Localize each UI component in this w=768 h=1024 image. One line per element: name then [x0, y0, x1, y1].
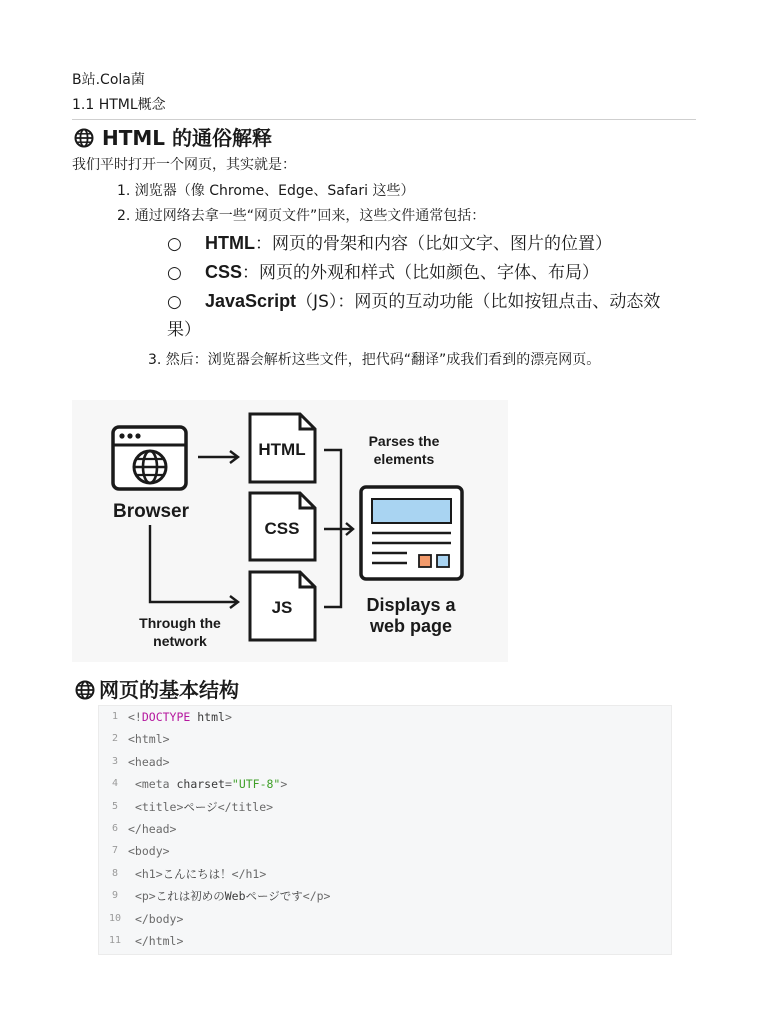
section-number-title: 1.1 HTML概念: [72, 97, 166, 113]
code-text: </html>: [134, 934, 184, 948]
browser-icon: [113, 427, 186, 489]
parse-label-2: elements: [373, 451, 435, 467]
code-line: [99, 930, 671, 952]
browser-flow-diagram: [72, 400, 508, 662]
js-file-label: JS: [271, 598, 293, 617]
section-heading-text: 网页的基本结构: [99, 678, 239, 702]
bullet-icon: ○: [167, 234, 182, 254]
step-3: 3. 然后：浏览器会解析这些文件，把代码“翻译”成我们看到的漂亮网页。: [148, 352, 601, 368]
code-line: [99, 706, 671, 728]
parse-label: Parses the: [368, 433, 440, 449]
display-label: Displays a: [366, 595, 456, 615]
code-block: [98, 705, 672, 955]
line-number: 8: [111, 867, 119, 879]
css-file-label: CSS: [264, 519, 300, 538]
code-text: <head>: [128, 754, 170, 769]
section-heading-html: [74, 125, 272, 151]
code-line: [99, 885, 671, 907]
line-number: 4: [111, 778, 119, 790]
code-text: </body>: [134, 911, 184, 926]
section-heading-text: HTML 的通俗解释: [102, 126, 272, 150]
code-text: <body>: [128, 844, 170, 859]
code-text: <h1>こんにちは！</h1>: [134, 866, 267, 881]
file-item-js-continuation: 果）: [167, 320, 201, 340]
source-label: B站.Cola菌: [72, 72, 145, 88]
code-text: <meta charset="UTF-8">: [134, 777, 288, 792]
web-page-icon: [361, 487, 462, 579]
line-number: 6: [111, 823, 119, 834]
code-line: [99, 796, 671, 818]
code-line: [99, 728, 671, 750]
code-text: </head>: [128, 822, 177, 836]
code-line: [99, 840, 671, 862]
network-label: Through the: [139, 615, 221, 631]
line-number: 5: [111, 800, 119, 812]
line-number: 3: [111, 755, 119, 767]
divider: [72, 119, 696, 120]
file-item-html: ○ HTML：网页的骨架和内容（比如文字、图片的位置）: [167, 229, 697, 259]
file-item-css: ○ CSS：网页的外观和样式（比如颜色、字体、布局）: [167, 258, 697, 288]
code-line: [99, 818, 671, 840]
line-number: 7: [111, 845, 119, 857]
browser-label: Browser: [112, 501, 190, 522]
line-number: 11: [108, 935, 122, 946]
code-text: <title>ページ</title>: [134, 799, 274, 814]
code-line: [99, 863, 671, 885]
step-1: 1. 浏览器（像 Chrome、Edge、Safari 这些）: [117, 183, 415, 199]
network-label-2: network: [153, 633, 207, 649]
line-number: 2: [111, 733, 119, 745]
line-number: 1: [111, 711, 119, 722]
globe-icon: [74, 128, 94, 148]
bullet-icon: ○: [167, 263, 182, 283]
bullet-icon: ○: [167, 292, 182, 312]
code-text: <html>: [128, 732, 170, 747]
line-number: 10: [108, 912, 122, 924]
intro-text: 我们平时打开一个网页，其实就是：: [72, 157, 296, 173]
globe-icon: [75, 680, 95, 700]
file-item-js: ○ JavaScript（JS）：网页的互动功能（比如按钮点击、动态效: [167, 287, 697, 317]
code-line: [99, 751, 671, 773]
code-line: [99, 773, 671, 795]
html-file-label: HTML: [258, 440, 306, 459]
step-2: 2. 通过网络去拿一些“网页文件”回来，这些文件通常包括：: [117, 208, 486, 224]
section-heading-structure: [75, 677, 239, 703]
display-label-2: web page: [369, 616, 453, 636]
code-line: [99, 908, 671, 930]
line-number: 9: [111, 890, 119, 902]
code-text: <p>これは初めのWebページです</p>: [134, 889, 331, 904]
code-text: <!DOCTYPE html>: [128, 710, 232, 724]
